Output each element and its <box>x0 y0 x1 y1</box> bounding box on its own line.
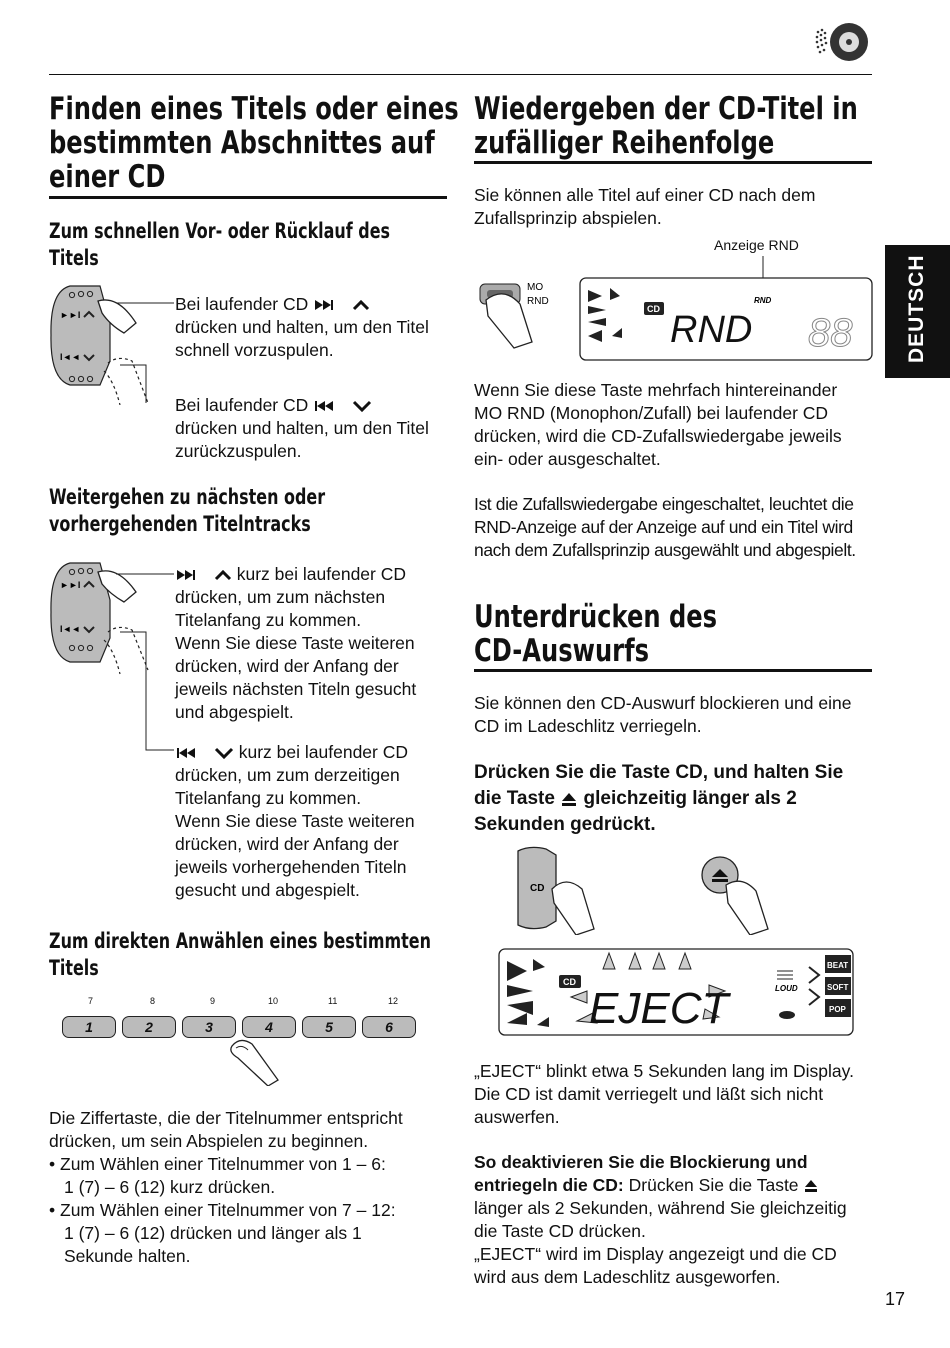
language-tab-label: DEUTSCH <box>905 254 928 363</box>
disc-icon <box>812 22 872 64</box>
eq-pop: POP <box>829 1005 846 1014</box>
fast-forward-icon <box>313 298 347 312</box>
top-rule <box>49 74 872 75</box>
display-eject-text: EJECT <box>589 984 729 1033</box>
svg-text:I◄◄: I◄◄ <box>60 624 81 634</box>
left-title-rule <box>49 196 447 199</box>
rewind-icon <box>175 746 209 760</box>
cd-eject-buttons-illustration <box>510 845 790 935</box>
bullet-item: • Zum Wählen einer Titelnummer von 7 – 12: 1 (7) – 6 (12) drücken und länger als 1 Sekunde halten. <box>49 1200 396 1266</box>
random-title: Wiedergeben der CD-Titel in zufälliger Reihenfolge <box>474 91 858 161</box>
mo-label: MO <box>527 282 544 293</box>
skip-buttons-illustration-1 <box>48 283 176 405</box>
random-p2: Ist die Zufallswiedergabe eingeschaltet, leuchtet die RND-Anzeige auf der Anzeige auf und ein Titel wird nach dem Zufallsprinzip ausgewählt und abgespielt. <box>474 494 856 560</box>
chevron-up-icon <box>352 298 370 312</box>
top-number: 11 <box>328 996 338 1006</box>
preset-button-3[interactable]: 3 <box>182 1016 236 1038</box>
eject-icon <box>560 791 578 807</box>
svg-text:►►I: ►►I <box>60 580 81 590</box>
page-number: 17 <box>885 1289 906 1309</box>
prev-track-text: kurz bei laufender CD drücken, um zum derzeitigen Titelanfang zu kommen. Wenn Sie diese Taste weiteren drücken, wird der Anfang der jeweils vorhergehenden Titeln gesucht und abgespielt. <box>175 742 415 900</box>
fast-forward-icon <box>175 568 209 582</box>
next-track-text: kurz bei laufender CD drücken, um zum nächsten Titelanfang zu kommen. Wenn Sie diese Taste weiteren drücken, wird der Anfang der jeweils nächsten Titeln gesucht und abgespielt. <box>175 564 417 722</box>
eject-p2: So deaktivieren Sie die Blockierung und entriegeln die CD: Drücken Sie die Taste länger als 2 Sekunden, während Sie gleichzeitig die Taste CD drücken. „EJECT“ wird im Display angezeigt und die CD wird aus dem Ladeschlitz ausgeworfen. <box>474 1152 847 1287</box>
eject-intro: Sie können den CD-Auswurf blockieren und eine CD im Ladeschlitz verriegeln. <box>474 693 852 736</box>
skip-buttons-illustration-2 <box>48 560 176 760</box>
rew-text: Bei laufender CD drücken und halten, um den Titel zurückzuspulen. <box>175 395 429 461</box>
indicator-label: Anzeige RND <box>714 237 799 253</box>
svg-text:I◄◄: I◄◄ <box>60 352 81 362</box>
top-number: 9 <box>210 996 216 1006</box>
eject-display-illustration <box>497 945 857 1040</box>
ff-text: Bei laufender CD drücken und halten, um den Titel schnell vorzuspulen. <box>175 294 429 360</box>
display-cd-indicator: CD <box>647 304 660 314</box>
sec1-heading: Zum schnellen Vor- oder Rücklauf des Titels <box>49 219 391 270</box>
rnd-label: RND <box>527 296 549 307</box>
top-number: 8 <box>150 996 156 1006</box>
eject-icon <box>803 1179 819 1193</box>
display-rnd-text: RND <box>670 309 753 351</box>
preset-buttons <box>62 996 422 1086</box>
chevron-down-icon <box>214 746 234 760</box>
preset-button-5[interactable]: 5 <box>302 1016 356 1038</box>
eject-title-rule <box>474 669 872 672</box>
language-tab <box>885 245 950 378</box>
sec3-heading: Zum direkten Anwählen eines bestimmten Titels <box>49 929 431 980</box>
eq-beat: BEAT <box>827 961 849 970</box>
chevron-down-icon <box>352 399 372 413</box>
random-intro: Sie können alle Titel auf einer CD nach dem Zufallsprinzip abspielen. <box>474 185 816 228</box>
preset-button-6[interactable]: 6 <box>362 1016 416 1038</box>
top-number: 12 <box>388 996 399 1006</box>
svg-text:►►I: ►►I <box>60 310 81 320</box>
preset-button-4[interactable]: 4 <box>242 1016 296 1038</box>
rewind-icon <box>313 399 347 413</box>
eject-p1: „EJECT“ blinkt etwa 5 Sekunden lang im Display. Die CD ist damit verriegelt und läßt sich nicht auswerfen. <box>474 1061 854 1127</box>
display-rnd-small: RND <box>754 296 772 305</box>
bullet-item: • Zum Wählen einer Titelnummer von 1 – 6: 1 (7) – 6 (12) kurz drücken. <box>49 1154 386 1197</box>
sec3-text: Die Ziffertaste, die der Titelnummer entspricht drücken, um sein Abspielen zu beginnen. • Zum Wählen einer Titelnummer von 1 – 6: 1 (7) – 6 (12) kurz drücken. • Zum Wählen einer Titelnummer von 7 – 12: 1 (7) – 6 (12) drücken und länger als 1 Sekunde halten. <box>49 1107 449 1268</box>
cd-button-label: CD <box>530 883 545 894</box>
preset-button-2[interactable]: 2 <box>122 1016 176 1038</box>
left-title: Finden eines Titels oder eines bestimmten Abschnittes auf einer CD <box>49 91 459 195</box>
display-loud: LOUD <box>775 984 798 993</box>
random-title-rule <box>474 161 872 164</box>
preset-button-1[interactable]: 1 <box>62 1016 116 1038</box>
eq-soft: SOFT <box>827 983 849 992</box>
top-number: 10 <box>268 996 279 1006</box>
rnd-display-illustration <box>474 256 874 366</box>
sec2-heading: Weitergehen zu nächsten oder vorhergehenden Titelntracks <box>49 485 326 536</box>
chevron-up-icon <box>214 568 232 582</box>
display-cd-indicator: CD <box>563 977 576 987</box>
top-number: 7 <box>88 996 94 1006</box>
finger-icon <box>222 1032 282 1086</box>
eject-instruction: Drücken Sie die Taste CD, und halten Sie die Taste gleichzeitig länger als 2 Sekunden gedrückt. <box>474 762 844 835</box>
random-p1: Wenn Sie diese Taste mehrfach hintereinander MO RND (Monophon/Zufall) bei laufender CD drücken, wird die CD-Zufallswiedergabe jeweils ein- oder ausgeschaltet. <box>474 380 842 469</box>
eject-title: Unterdrücken des CD-Auswurfs <box>474 599 718 669</box>
display-digits: 88 <box>808 311 853 355</box>
